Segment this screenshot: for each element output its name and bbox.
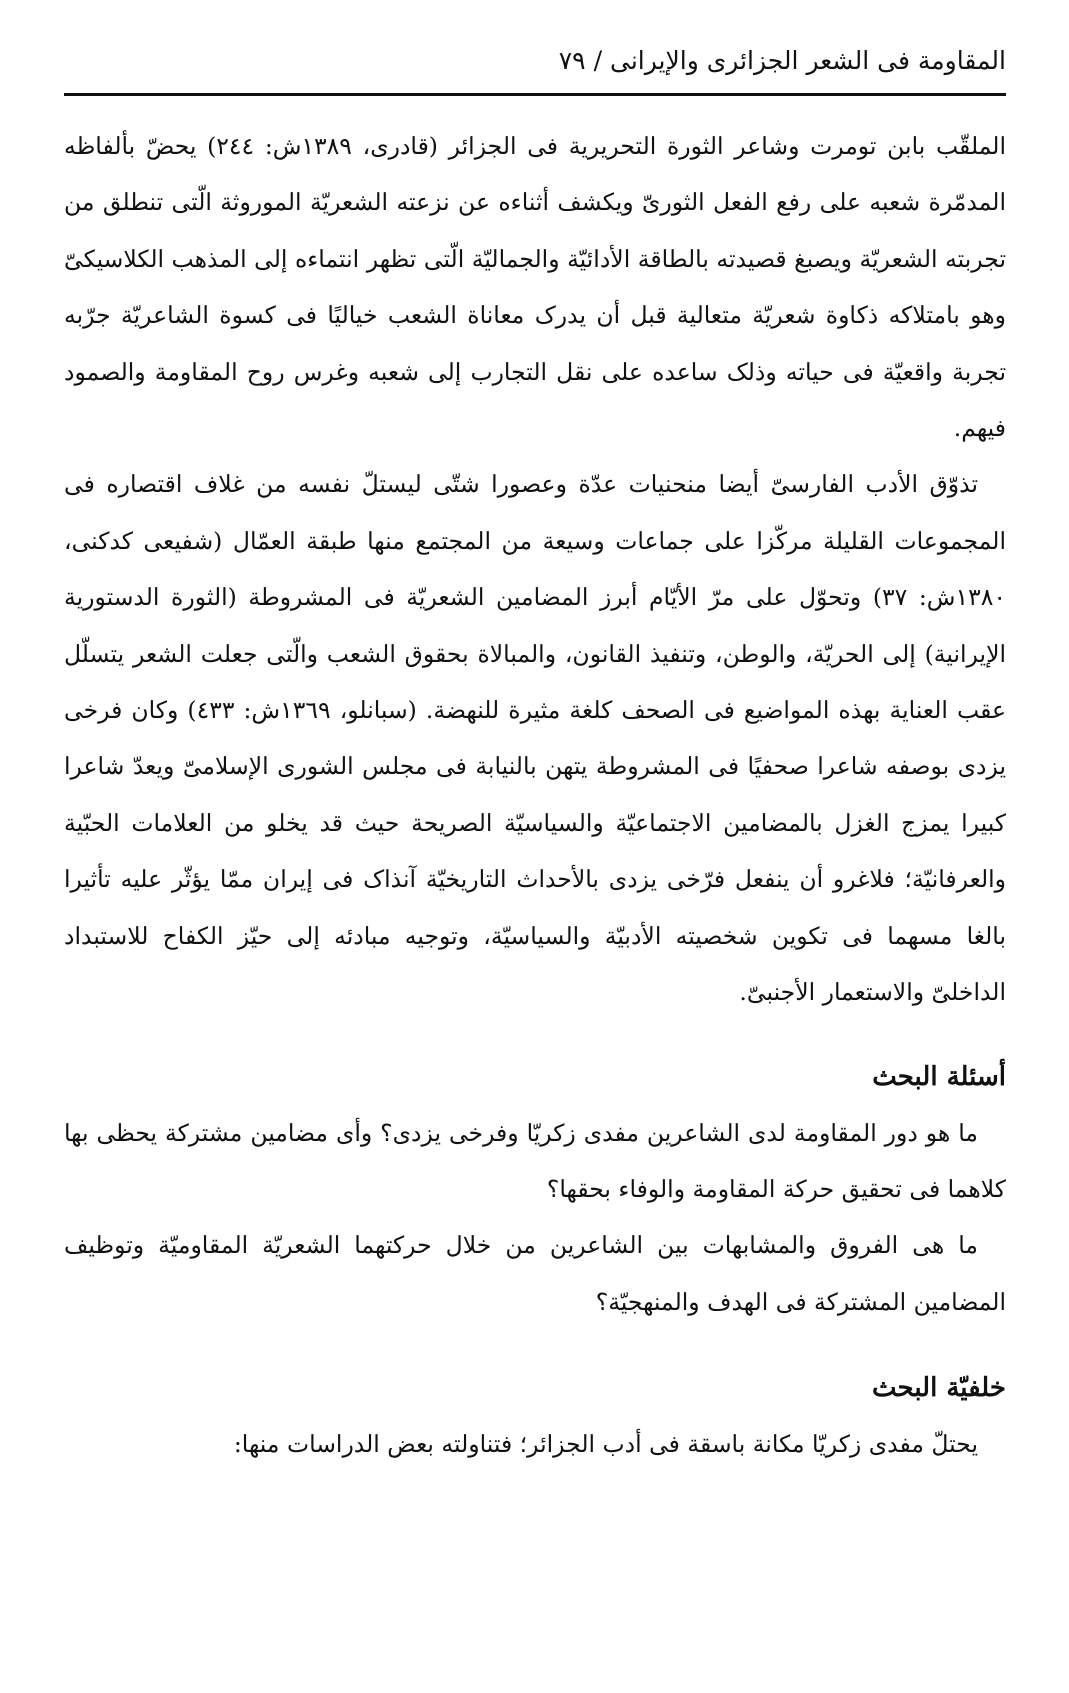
research-question-2: ما هی الفروق والمشابهات بین الشاعرین من خلال حرکتهما الشعریّة المقاومیّة وتوظیف المضامین المشترکة فی الهدف والمنهجیّة؟ (64, 1231, 1006, 1316)
section-heading-research-background: خلفیّة البحث (872, 1373, 1006, 1404)
page-number: ٧٩ (558, 46, 586, 75)
page-body (64, 118, 1006, 1473)
body-paragraph-2: تذوّق الأدب الفارسیّ أیضا منحنیات عدّة وعصورا شتّی لیستلّ نفسه من غلاف اقتصاره فی المجموعات القلیلة مرکّزا علی جماعات وسیعة من المجتمع منها طبقة العمّال (شفیعی کدکنی، ١٣٨٠ش: ٣٧) وتحوّل علی مرّ الأیّام أبرز المضامین الشعریّة فی المشروطة (الثورة الدستوریة الإیرانیة) إلی الحریّة، والوطن، وتنفیذ القانون، والمبالاة بحقوق الشعب والّتی جعلت الشعر یتسلّل عقب العنایة بهذه المواضیع فی الصحف کلغة مثیرة للنهضة. (سبانلو، ١٣٦٩ش: ٤٣٣) وکان فرخی یزدی بوصفه شاعرا صحفیًا فی المشروطة یتهن بالنیابة فی مجلس الشوری الإسلامیّ ویعدّ شاعرا کبیرا یمزج الغزل بالمضامین الاجتماعیّة والسیاسیّة الصریحة حیث قد یخلو من العلامات الحبّیة والعرفانیّة؛ فلاغرو أن ینفعل فرّخی یزدی بالأحداث التاریخیّة آنذاک فی إیران ممّا یؤثّر علیه تأثیرا بالغا مسهما فی تکوین شخصیته الأدبیّة والسیاسیّة، وتوجیه مبادئه إلی حیّز الکفاح للاستبداد الداخلیّ والاستعمار الأجنبیّ. (64, 470, 1006, 1007)
section-heading-research-questions: أسئلة البحث (872, 1061, 1006, 1092)
running-header-separator: / (593, 46, 603, 75)
research-question-1: ما هو دور المقاومة لدی الشاعرین مفدی زکریّا وفرخی یزدی؟ وأی مضامین مشترکة یحظی بها کلاهما فی تحقیق حرکة المقاومة والوفاء بحقها؟ (64, 1118, 1006, 1203)
body-paragraph-background: یحتلّ مفدی زکریّا مکانة باسقة فی أدب الجزائر؛ فتناولته بعض الدراسات منها: (233, 1430, 978, 1459)
running-header (64, 44, 1006, 78)
body-paragraph-1: الملقّب بابن تومرت وشاعر الثورة التحریریة فی الجزائر (قادری، ١٣٨٩ش: ٢٤٤) یحضّ بألفاظه المدمّرة شعبه علی رفع الفعل الثوریّ ویکشف أثناءه عن نزعته الشعریّة الموروثة الّتی تنطلق من تجربته الشعریّة ویصبغ قصیدته بالطاقة الأدائیّة والجمالیّة الّتی تظهر انتماءه إلی المذهب الکلاسیکیّ وهو بامتلاکه ذکاوة شعریّة متعالیة قبل أن یدرک معاناة الشعب خیالیًا فی کسوة الشاعریّة جرّبه تجربة واقعیّة فی حیاته وذلک ساعده علی نقل التجارب إلی شعبه وغرس روح المقاومة والصمود فیهم. (64, 132, 1006, 443)
header-rule (64, 93, 1006, 96)
running-header-title: المقاومة فی الشعر الجزائری والإیرانی (610, 46, 1006, 75)
